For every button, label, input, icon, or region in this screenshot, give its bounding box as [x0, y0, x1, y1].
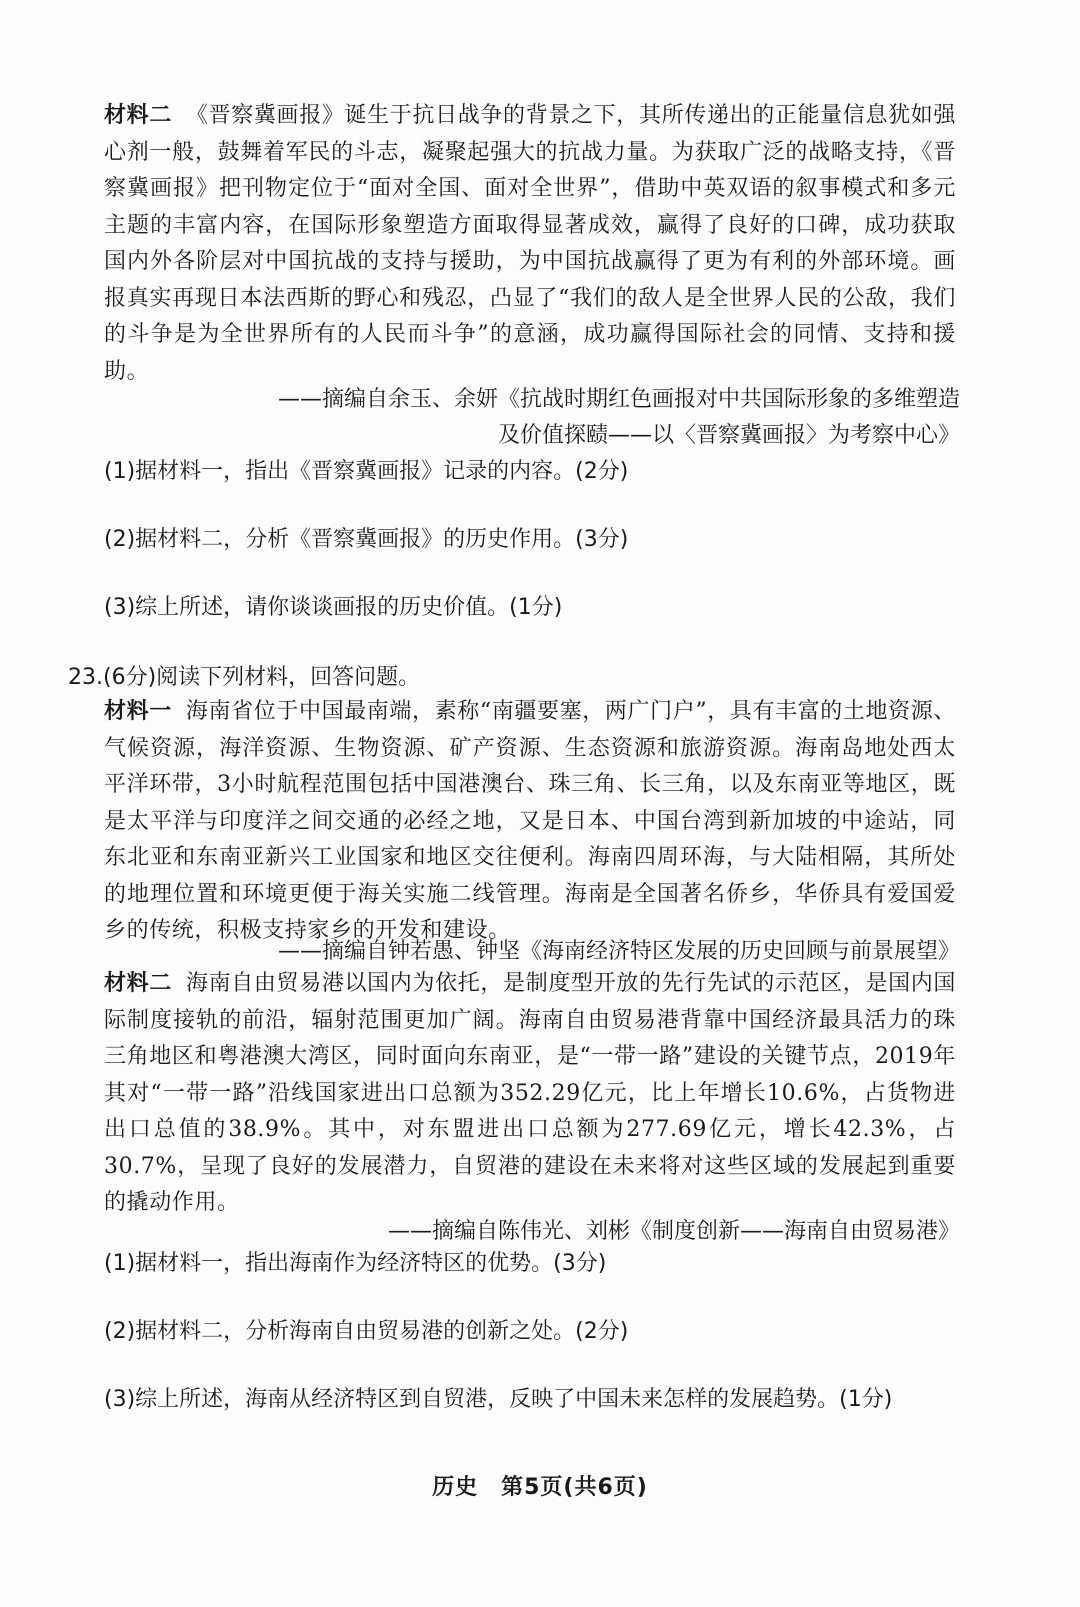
q22-sub3: (3)综上所述，请你谈谈画报的历史价值。(1分): [104, 595, 563, 620]
material-label: 材料二: [104, 103, 172, 128]
q22-sub1: (1)据材料一，指出《晋察冀画报》记录的内容。(2分): [104, 459, 629, 484]
q23-sub2: (2)据材料二，分析海南自由贸易港的创新之处。(2分): [104, 1319, 629, 1344]
material2-source-line1: ——摘编自余玉、余妍《抗战时期红色画报对中共国际形象的多维塑造: [277, 387, 960, 412]
q23-material1-paragraph: [104, 694, 956, 950]
material-label: 材料二: [104, 971, 172, 996]
q23-material1-source: ——摘编自钟若愚、钟坚《海南经济特区发展的历史回顾与前景展望》: [277, 939, 960, 964]
material-text: 海南省位于中国最南端，素称“南疆要塞，两广门户”，具有丰富的土地资源、气候资源，海洋资源、生物资源、矿产资源、生态资源和旅游资源。海南岛地处西太平洋环带，3小时航程范围包括中国港澳台、珠三角、长三角，以及东南亚等地区，既是太平洋与印度洋之间交通的必经之地，又是日本、中国台湾到新加坡的中途站，同东北亚和东南亚新兴工业国家和地区交往便利。海南四周环海，与大陆相隔，其所处的地理位置和环境更便于海关实施二线管理。海南是全国著名侨乡，华侨具有爱国爱乡的传统，积极支持家乡的开发和建设。: [104, 699, 956, 943]
material2-paragraph: [104, 98, 956, 390]
material-label: 材料一: [104, 699, 172, 724]
material-text: 《晋察冀画报》诞生于抗日战争的背景之下，其所传递出的正能量信息犹如强心剂一般，鼓舞着军民的斗志，凝聚起强大的抗战力量。为获取广泛的战略支持，《晋察冀画报》把刊物定位于“面对全国、面对全世界”，借助中英双语的叙事模式和多元主题的丰富内容，在国际形象塑造方面取得显著成效，赢得了良好的口碑，成功获取国内外各阶层对中国抗战的支持与援助，为中国抗战赢得了更为有利的外部环境。画报真实再现日本法西斯的野心和残忍，凸显了“我们的敌人是全世界人民的公敌，我们的斗争是为全世界所有的人民而斗争”的意涵，成功赢得国际社会的同情、支持和援助。: [104, 103, 956, 384]
q23-material2-paragraph: [104, 966, 956, 1222]
material-text: 海南自由贸易港以国内为依托，是制度型开放的先行先试的示范区，是国内国际制度接轨的前沿，辐射范围更加广阔。海南自由贸易港背靠中国经济最具活力的珠三角地区和粤港澳大湾区，同时面向东南亚，是“一带一路”建设的关键节点，2019年其对“一带一路”沿线国家进出口总额为352.29亿元，比上年增长10.6%，占货物进出口总值的38.9%。其中，对东盟进出口总额为277.69亿元，增长42.3%，占30.7%，呈现了良好的发展潜力，自贸港的建设在未来将对这些区域的发展起到重要的撬动作用。: [104, 971, 956, 1215]
q23-header: 23.(6分)阅读下列材料，回答问题。: [68, 665, 421, 690]
q22-sub2: (2)据材料二，分析《晋察冀画报》的历史作用。(3分): [104, 527, 629, 552]
q23-material2-source: ——摘编自陈伟光、刘彬《制度创新——海南自由贸易港》: [387, 1219, 960, 1244]
q23-sub3: (3)综上所述，海南从经济特区到自贸港，反映了中国未来怎样的发展趋势。(1分): [104, 1387, 893, 1412]
q23-sub1: (1)据材料一，指出海南作为经济特区的优势。(3分): [104, 1251, 607, 1276]
material2-source-line2: 及价值探赜——以〈晋察冀画报〉为考察中心》: [497, 423, 960, 448]
page-footer: 历史 第5页(共6页): [432, 1475, 648, 1500]
